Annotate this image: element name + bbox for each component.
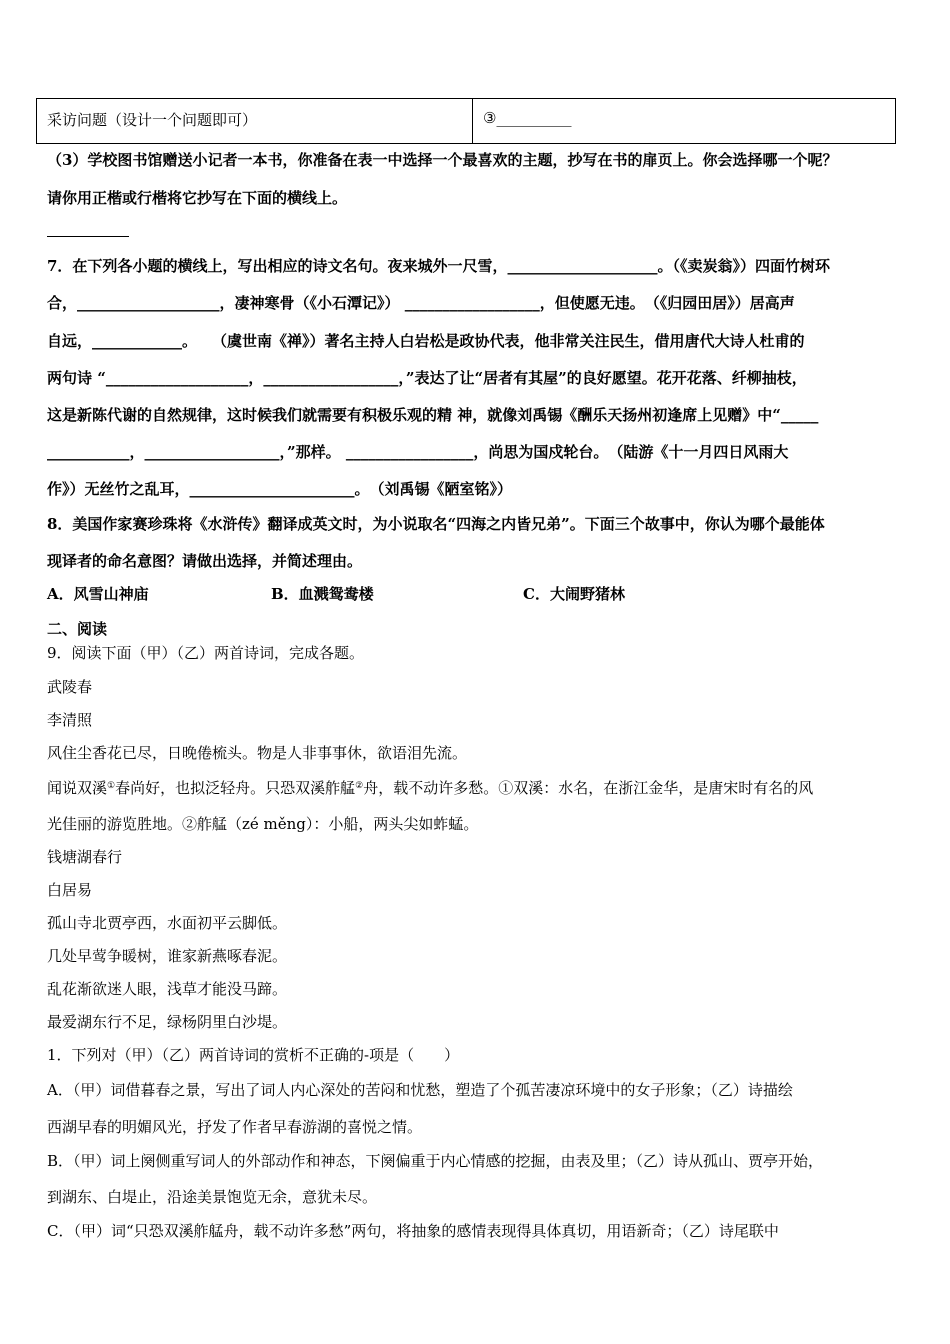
poem2-line4: 最爱湖东行不足，绿杨阴里白沙堤。	[47, 1013, 288, 1031]
table-label-cell: 采访问题（设计一个问题即可）	[37, 99, 473, 143]
footnote-mark-1: ①	[107, 781, 116, 791]
table-answer-cell: ③__________	[483, 109, 572, 127]
poem1-line2-a: 闻说双溪	[47, 779, 108, 797]
q8-option-c: C．大闹野猪林	[523, 585, 625, 603]
q7-line5: 这是新陈代谢的自然规律，这时候我们就需要有积极乐观的精 神，就像刘禹锡《酬乐天扬州初逢席上见赠》中“_____	[47, 406, 819, 424]
q9-intro: 9．阅读下面（甲）（乙）两首诗词，完成各题。	[47, 644, 365, 662]
poem2-line2: 几处早莺争暖树，谁家新燕啄春泥。	[47, 947, 288, 965]
section-heading: 二、阅读	[47, 620, 108, 638]
q6-3-line1: （3）学校图书馆赠送小记者一本书，你准备在表一中选择一个最喜欢的主题，抄写在书的扉页上。你会选择哪一个呢？	[47, 151, 838, 169]
q7-line3: 自远，____________。 （虞世南《禅》）著名主持人白岩松是政协代表，他非常关注民生，借用唐代大诗人杜甫的	[47, 332, 805, 350]
q9-1-option-b-line2: 到湖东、白堤止，沿途美景饱览无余，意犹未尽。	[47, 1188, 378, 1206]
answer-line	[47, 236, 129, 237]
footnote-mark-2: ②	[355, 781, 364, 791]
poem2-line1: 孤山寺北贾亭西，水面初平云脚低。	[47, 914, 288, 932]
poem1-title: 武陵春	[47, 678, 93, 696]
q8-line1: 8．美国作家赛珍珠将《水浒传》翻译成英文时，为小说取名“四海之内皆兄弟”。下面三个故事中，你认为哪个最能体	[47, 515, 825, 533]
q9-1-stem: 1．下列对（甲）（乙）两首诗词的赏析不正确的-项是（ ）	[47, 1046, 460, 1064]
poem1-line3: 光佳丽的游览胜地。②舴艋（zé měng）：小船，两头尖如蚱蜢。	[47, 815, 479, 833]
q9-1-option-a-line2: 西湖早春的明媚风光，抒发了作者早春游湖的喜悦之情。	[47, 1118, 423, 1136]
q9-1-option-b-line1: B．（甲）词上阕侧重写词人的外部动作和神态，下阕偏重于内心情感的挖掘，由表及里；（乙）诗从孤山、贾亭开始，	[47, 1152, 824, 1170]
q8-option-b: B．血溅鸳鸯楼	[271, 585, 374, 603]
q9-1-option-c-line1: C．（甲）词“只恐双溪舴艋舟，载不动许多愁”两句，将抽象的感情表现得具体真切，用语新奇；（乙）诗尾联中	[47, 1222, 779, 1240]
q8-options	[47, 584, 907, 604]
q7-line7: 作》）无丝竹之乱耳，______________________。 （刘禹锡《陋室铭》）	[47, 480, 513, 498]
poem1-line2	[47, 776, 907, 798]
q7-line6: ___________，__________________，”那样。 _________________，尚思为国戍轮台。 （陆游《十一月四日风雨大	[47, 443, 789, 461]
q6-3-line2: 请你用正楷或行楷将它抄写在下面的横线上。	[47, 189, 348, 207]
q8-line2: 现译者的命名意图？请做出选择，并简述理由。	[47, 552, 363, 570]
poem2-line3: 乱花渐欲迷人眼，浅草才能没马蹄。	[47, 980, 288, 998]
q7-line1: 7．在下列各小题的横线上，写出相应的诗文名句。夜来城外一尺雪，____________________。（《卖炭翁》）四面竹树环	[47, 257, 830, 275]
q8-option-a: A．风雪山神庙	[47, 585, 149, 603]
poem2-title: 钱塘湖春行	[47, 848, 123, 866]
poem2-author: 白居易	[47, 881, 93, 899]
poem1-line2-b: 春尚好，也拟泛轻舟。只恐双溪舴艋	[115, 779, 356, 797]
q7-line2: 合，___________________，凄神寒骨（《小石潭记》） __________________，但使愿无违。 （《归园田居》）居高声	[47, 294, 795, 312]
poem1-line2-c: 舟，载不动许多愁。①双溪：水名，在浙江金华，是唐宋时有名的风	[363, 779, 814, 797]
poem1-line1: 风住尘香花已尽，日晚倦梳头。物是人非事事休，欲语泪先流。	[47, 744, 468, 762]
q9-1-option-a-line1: A．（甲）词借暮春之景，写出了词人内心深处的苦闷和忧愁，塑造了个孤苦凄凉环境中的女子形象；（乙）诗描绘	[47, 1081, 793, 1099]
interview-table	[36, 98, 896, 144]
q7-line4: 两句诗 “___________________，__________________，”表达了让“居者有其屋”的良好愿望。花开花落、纤柳抽枝，	[47, 369, 807, 387]
poem1-author: 李清照	[47, 711, 93, 729]
